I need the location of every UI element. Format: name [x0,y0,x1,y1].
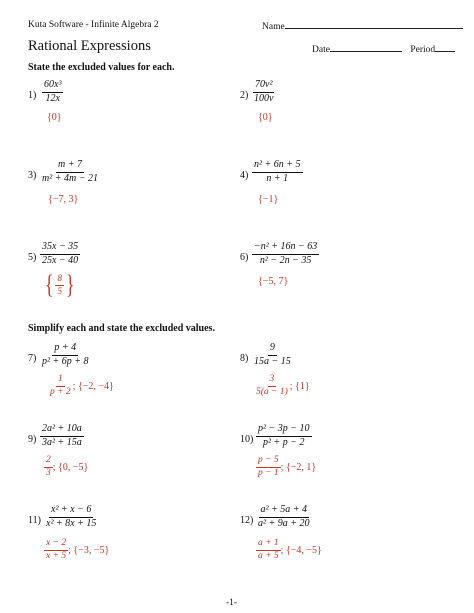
problem-6-expression: $\frac{\text{−n² + 16n − 63}}{\text{n² − 2n − 35}}$ [254,241,318,266]
problem-11-expression: $\frac{\text{x² + x − 6}}{\text{x² + 8x + 15}}$ [46,504,97,529]
answer-3: {−7, 3} [48,194,79,205]
problem-number: 7) [28,353,37,364]
answer-11: $\frac{x - 2}{x + 5}$ ; {−3, −5} [46,538,110,561]
period-label: Period [410,45,436,55]
name-field[interactable] [262,20,463,32]
date-label: Date [312,45,330,55]
date-field[interactable] [312,43,455,55]
problem-5-expression: $\frac{35x - 35}{25x - 40}$ [42,241,79,266]
problem-10-expression: $\frac{\text{p² − 3p − 10}}{\text{p² + p − 2}}$ [258,423,310,448]
problem-12-expression: $\frac{\text{a² + 5a + 4}}{\text{a² + 9a + 20}}$ [258,504,310,529]
answer-8: $\frac{3}{5(a - 1)}$ ; {1} [256,374,310,397]
problem-number: 8) [240,353,249,364]
period-line[interactable] [435,43,455,52]
problem-2-expression: $\frac{\text{70v²}}{100v}$ [254,79,274,104]
problem-8-expression: $\frac{9}{15a - 15}$ [254,342,291,367]
worksheet-title: Rational Expressions [28,38,151,54]
problem-number: 6) [240,252,249,263]
section-heading-2: Simplify each and state the excluded values. [28,323,215,334]
answer-10: $\frac{p - 5}{p - 1}$ ; {−2, 1} [258,455,317,478]
answer-6: {−5, 7} [258,276,289,287]
problem-7-expression: $\frac{p + 4}{\text{p² + 6p + 8}}$ [42,342,89,367]
problem-number: 2) [240,90,249,101]
problem-9-expression: $\frac{\text{2a² + 10a}}{\text{3a² + 15a}}$ [42,423,82,448]
answer-12: $\frac{a + 1}{a + 5}$ ; {−4, −5} [258,538,322,561]
name-label: Name [262,22,285,32]
problem-number: 3) [28,170,37,181]
problem-number: 12) [240,515,254,526]
section-heading-1: State the excluded values for each. [28,62,175,73]
problem-number: 1) [28,90,37,101]
answer-2: {0} [258,112,273,123]
answer-7: $\frac{1}{p + 2}$ ; {−2, −4} [50,374,114,397]
problem-4-expression: $\frac{\text{n² + 6n + 5}}{n + 1}$ [254,159,301,184]
name-line[interactable] [285,20,463,29]
date-line[interactable] [330,43,402,52]
problem-number: 10) [240,434,254,445]
answer-1: {0} [47,112,62,123]
answer-9: $\frac{2}{3}$ ; {0, −5} [46,455,89,478]
answer-5: { $\frac{8}{5}$ } [44,270,75,299]
problem-number: 9) [28,434,37,445]
problem-number: 11) [28,515,41,526]
problem-number: 5) [28,252,37,263]
software-label: Kuta Software - Infinite Algebra 2 [28,20,159,30]
answer-4: {−1} [258,194,279,205]
problem-1-expression: $\frac{\text{60x³}}{12x}$ [44,79,62,104]
page-number: -1- [226,598,238,608]
problem-number: 4) [240,170,249,181]
problem-3-expression: $\frac{m + 7}{\text{m² + 4m − 21}}$ [42,159,98,184]
